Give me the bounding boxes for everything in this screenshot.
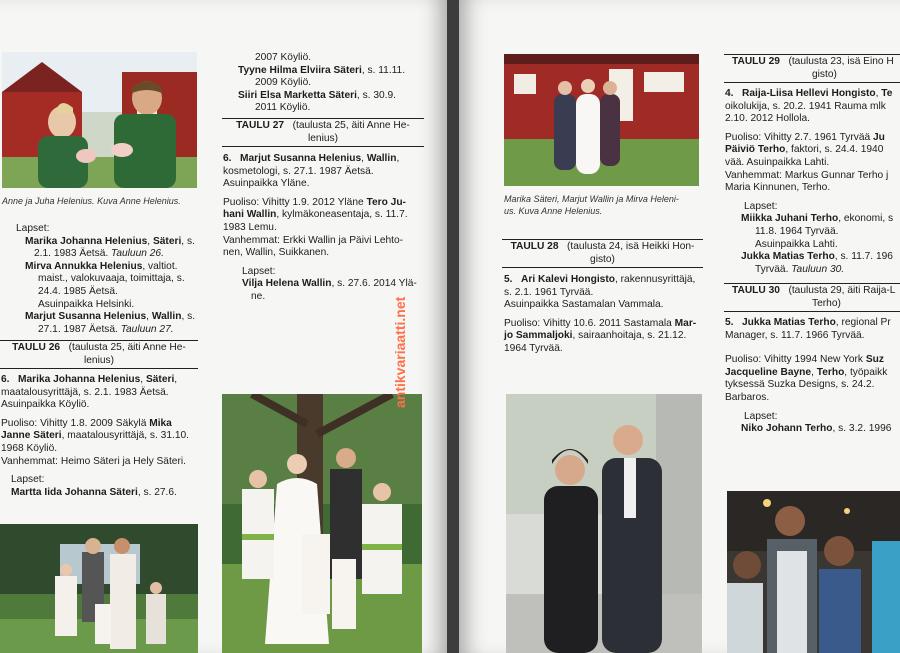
taulu-28-header: TAULU 28 (taulusta 24, isä Heikki Hon- gisto) (502, 239, 703, 268)
left-page (0, 0, 447, 653)
taulu-30-body: 5. Jukka Matias Terho, regional Pr Manager, s. 11.7. 1966 Tyrvää. Puoliso: Vihitty 1994 New York Suz Jacqueline Bayne, Terho, työpaikk tyksessä Suzka Designs, s. 24.2. Barbaros. Lapset: Niko Johann Terho, s. 3.2. 1996 (725, 317, 892, 435)
taulu-29-body: 4. Raija-Liisa Hellevi Hongisto, Te oikolukija, s. 20.2. 1941 Rauma mlk 2.10. 2012 Hollola. Puoliso: Vihitty 2.7. 1961 Tyrvää Ju Päiviö Terho, faktori, s. 24.4. 1940 vää. Asuinpaikka Lahti. Vanhemmat: Markus Gunnar Terho j Maria Kinnunen, Terho. Lapset: Miikka Juhani Terho, ekonomi, s 11.8. 1964 Tyrvää. Asuinpaikka Lahti. Jukka Matias Terho, s. 11.7. 196 Tyrvää. Tauluun 30. (725, 88, 894, 275)
photo-caption: Anne ja Juha Helenius. Kuva Anne Helenius. (2, 196, 181, 206)
photo-couple-indoors (506, 394, 702, 653)
right-page (459, 0, 900, 653)
taulu-27-body: 6. Marjut Susanna Helenius, Wallin, kosmetologi, s. 27.1. 1987 Äetsä. Asuinpaikka Yläne. Puoliso: Vihitty 1.9. 2012 Yläne Tero Ju- hani Wallin, kylmäkoneasentaja, s. 11.7. 1983 Lemu. Vanhemmat: Erkki Wallin ja Päivi Lehto- nen, Wallin, Suikkanen. Lapset: Vilja Helena Wallin, s. 27.6. 2014 Ylä- ne. (223, 153, 417, 302)
child-entry: Mirva Annukka Helenius, valtiot. (25, 260, 178, 272)
taulu-26-body: 6. Marika Johanna Helenius, Säteri, maatalousyrittäjä, s. 2.1. 1983 Äetsä. Asuinpaikka Köyliö. Puoliso: Vihitty 1.8. 2009 Säkylä Mika Janne Säteri, maatalousyrittäjä, s. 31.10. 1968 Köyliö. Vanhemmat: Heimo Säteri ja Hely Säteri. Lapset: Martta Iida Johanna Säteri, s. 27.6. (1, 374, 190, 498)
photo-three-women (504, 54, 699, 186)
child-entry: Marjut Susanna Helenius, Wallin, s. (25, 311, 196, 323)
taulu-26-header: TAULU 26 (taulusta 25, äiti Anne He- lenius) (0, 340, 198, 369)
taulu-26-children-cont: 2007 Köyliö. Tyyne Hilma Elviira Säteri, s. 11.11. 2009 Köyliö. Siiri Elsa Marketta Säteri, s. 30.9. 2011 Köyliö. (238, 52, 406, 114)
photo-caption: Marika Säteri, Marjut Wallin ja Mirva Heleni- us. Kuva Anne Helenius. (504, 194, 679, 216)
lapset-label: Lapset: (16, 223, 50, 234)
photo-couple-barn (2, 52, 197, 188)
book-spine (447, 0, 459, 653)
lapset-list: Lapset: Marika Johanna Helenius, Säteri, s. 2.1. 1983 Äetsä. Tauluun 26. Mirva Annukka Helenius, valtiot. maist., valokuvaaja, toimittaja, s. 24.4. 1985 Äetsä. Asuinpaikka Helsinki. Marjut Susanna Helenius, Wallin, s. 27.1. 1987 Äetsä. Tauluun 27. (6, 223, 196, 336)
taulu-28-body: 5. Ari Kalevi Hongisto, rakennusyrittäjä, s. 2.1. 1961 Tyrvää. Asuinpaikka Sastamalan Vammala. Puoliso: Vihitty 10.6. 2011 Sastamala Mar- jo Sammaljoki, sairaanhoitaja, s. 21.12. 1964 Tyrvää. (504, 274, 697, 354)
child-entry: Marika Johanna Helenius, Säteri, s. (25, 235, 195, 247)
photo-family-lake (0, 524, 198, 653)
svg-text:antikvariaatti.net: antikvariaatti.net (392, 296, 408, 408)
taulu-27-header: TAULU 27 (taulusta 25, äiti Anne He- lenius) (222, 118, 424, 147)
photo-family-night (727, 491, 900, 653)
taulu-30-header: TAULU 30 (taulusta 29, äiti Raija-L Terho) (724, 283, 900, 312)
taulu-29-header: TAULU 29 (taulusta 23, isä Eino H gisto) (724, 54, 900, 83)
photo-wedding-group (222, 394, 422, 653)
watermark (391, 250, 411, 410)
